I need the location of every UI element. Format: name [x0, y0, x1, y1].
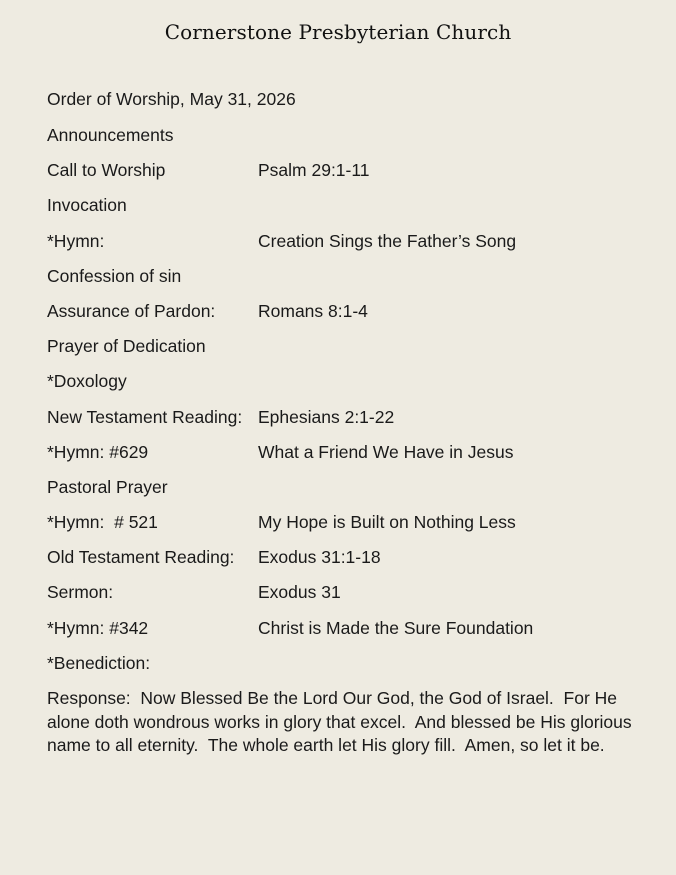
worship-item-label: Sermon: [47, 582, 114, 603]
worship-item-detail: Exodus 31 [258, 582, 341, 603]
worship-item-detail: Exodus 31:1-18 [258, 547, 381, 568]
worship-item [47, 581, 647, 616]
worship-item [47, 511, 647, 546]
worship-item-detail: Psalm 29:1-11 [258, 160, 370, 181]
worship-item [47, 335, 647, 370]
worship-item [47, 265, 647, 300]
worship-item-label: Invocation [47, 195, 127, 216]
worship-item [47, 124, 647, 159]
worship-item [47, 546, 647, 581]
worship-item-label: *Doxology [47, 371, 127, 392]
worship-item [47, 441, 647, 476]
worship-item-detail: My Hope is Built on Nothing Less [258, 512, 516, 533]
worship-item [47, 159, 647, 194]
worship-item-label: Call to Worship [47, 160, 166, 181]
order-of-worship-heading: Order of Worship, May 31, 2026 [47, 89, 296, 109]
worship-item [47, 476, 647, 511]
worship-item-detail: What a Friend We Have in Jesus [258, 441, 514, 462]
worship-item-label: Confession of sin [47, 265, 182, 286]
worship-item [47, 230, 647, 265]
worship-item-label: *Hymn: # 521 [47, 512, 158, 533]
worship-item-label: *Hymn: [47, 230, 105, 251]
worship-item-label: Prayer of Dedication [47, 336, 206, 357]
worship-item-detail: Christ is Made the Sure Foundation [258, 617, 534, 638]
worship-item [47, 406, 647, 441]
worship-item-label: *Hymn: #629 [47, 441, 149, 462]
worship-item [47, 652, 647, 687]
worship-item-label: Assurance of Pardon: [47, 300, 216, 321]
worship-item-detail: Ephesians 2:1-22 [258, 406, 395, 427]
worship-order-list [47, 124, 647, 687]
worship-item-label: *Hymn: #342 [47, 617, 149, 638]
worship-item [47, 300, 647, 335]
worship-item-detail: Creation Sings the Father’s Song [258, 230, 517, 251]
worship-item-detail: Romans 8:1-4 [258, 300, 368, 321]
worship-item-label: *Benediction: [47, 652, 151, 673]
worship-item [47, 617, 647, 652]
church-title: Cornerstone Presbyterian Church [164, 20, 512, 44]
worship-item [47, 194, 647, 229]
worship-item [47, 370, 647, 405]
worship-item-label: Announcements [47, 125, 174, 145]
worship-item-label: Pastoral Prayer [47, 476, 168, 497]
worship-item-label: New Testament Reading: [47, 406, 243, 427]
worship-item-label: Old Testament Reading: [47, 547, 235, 568]
response-paragraph: Response: Now Blessed Be the Lord Our God, the God of Israel. For He alone doth wondrous works in glory that excel. And blessed be His glorious name to all eternity. The whole earth let His glory fill. Amen, so let it be. [47, 688, 637, 755]
